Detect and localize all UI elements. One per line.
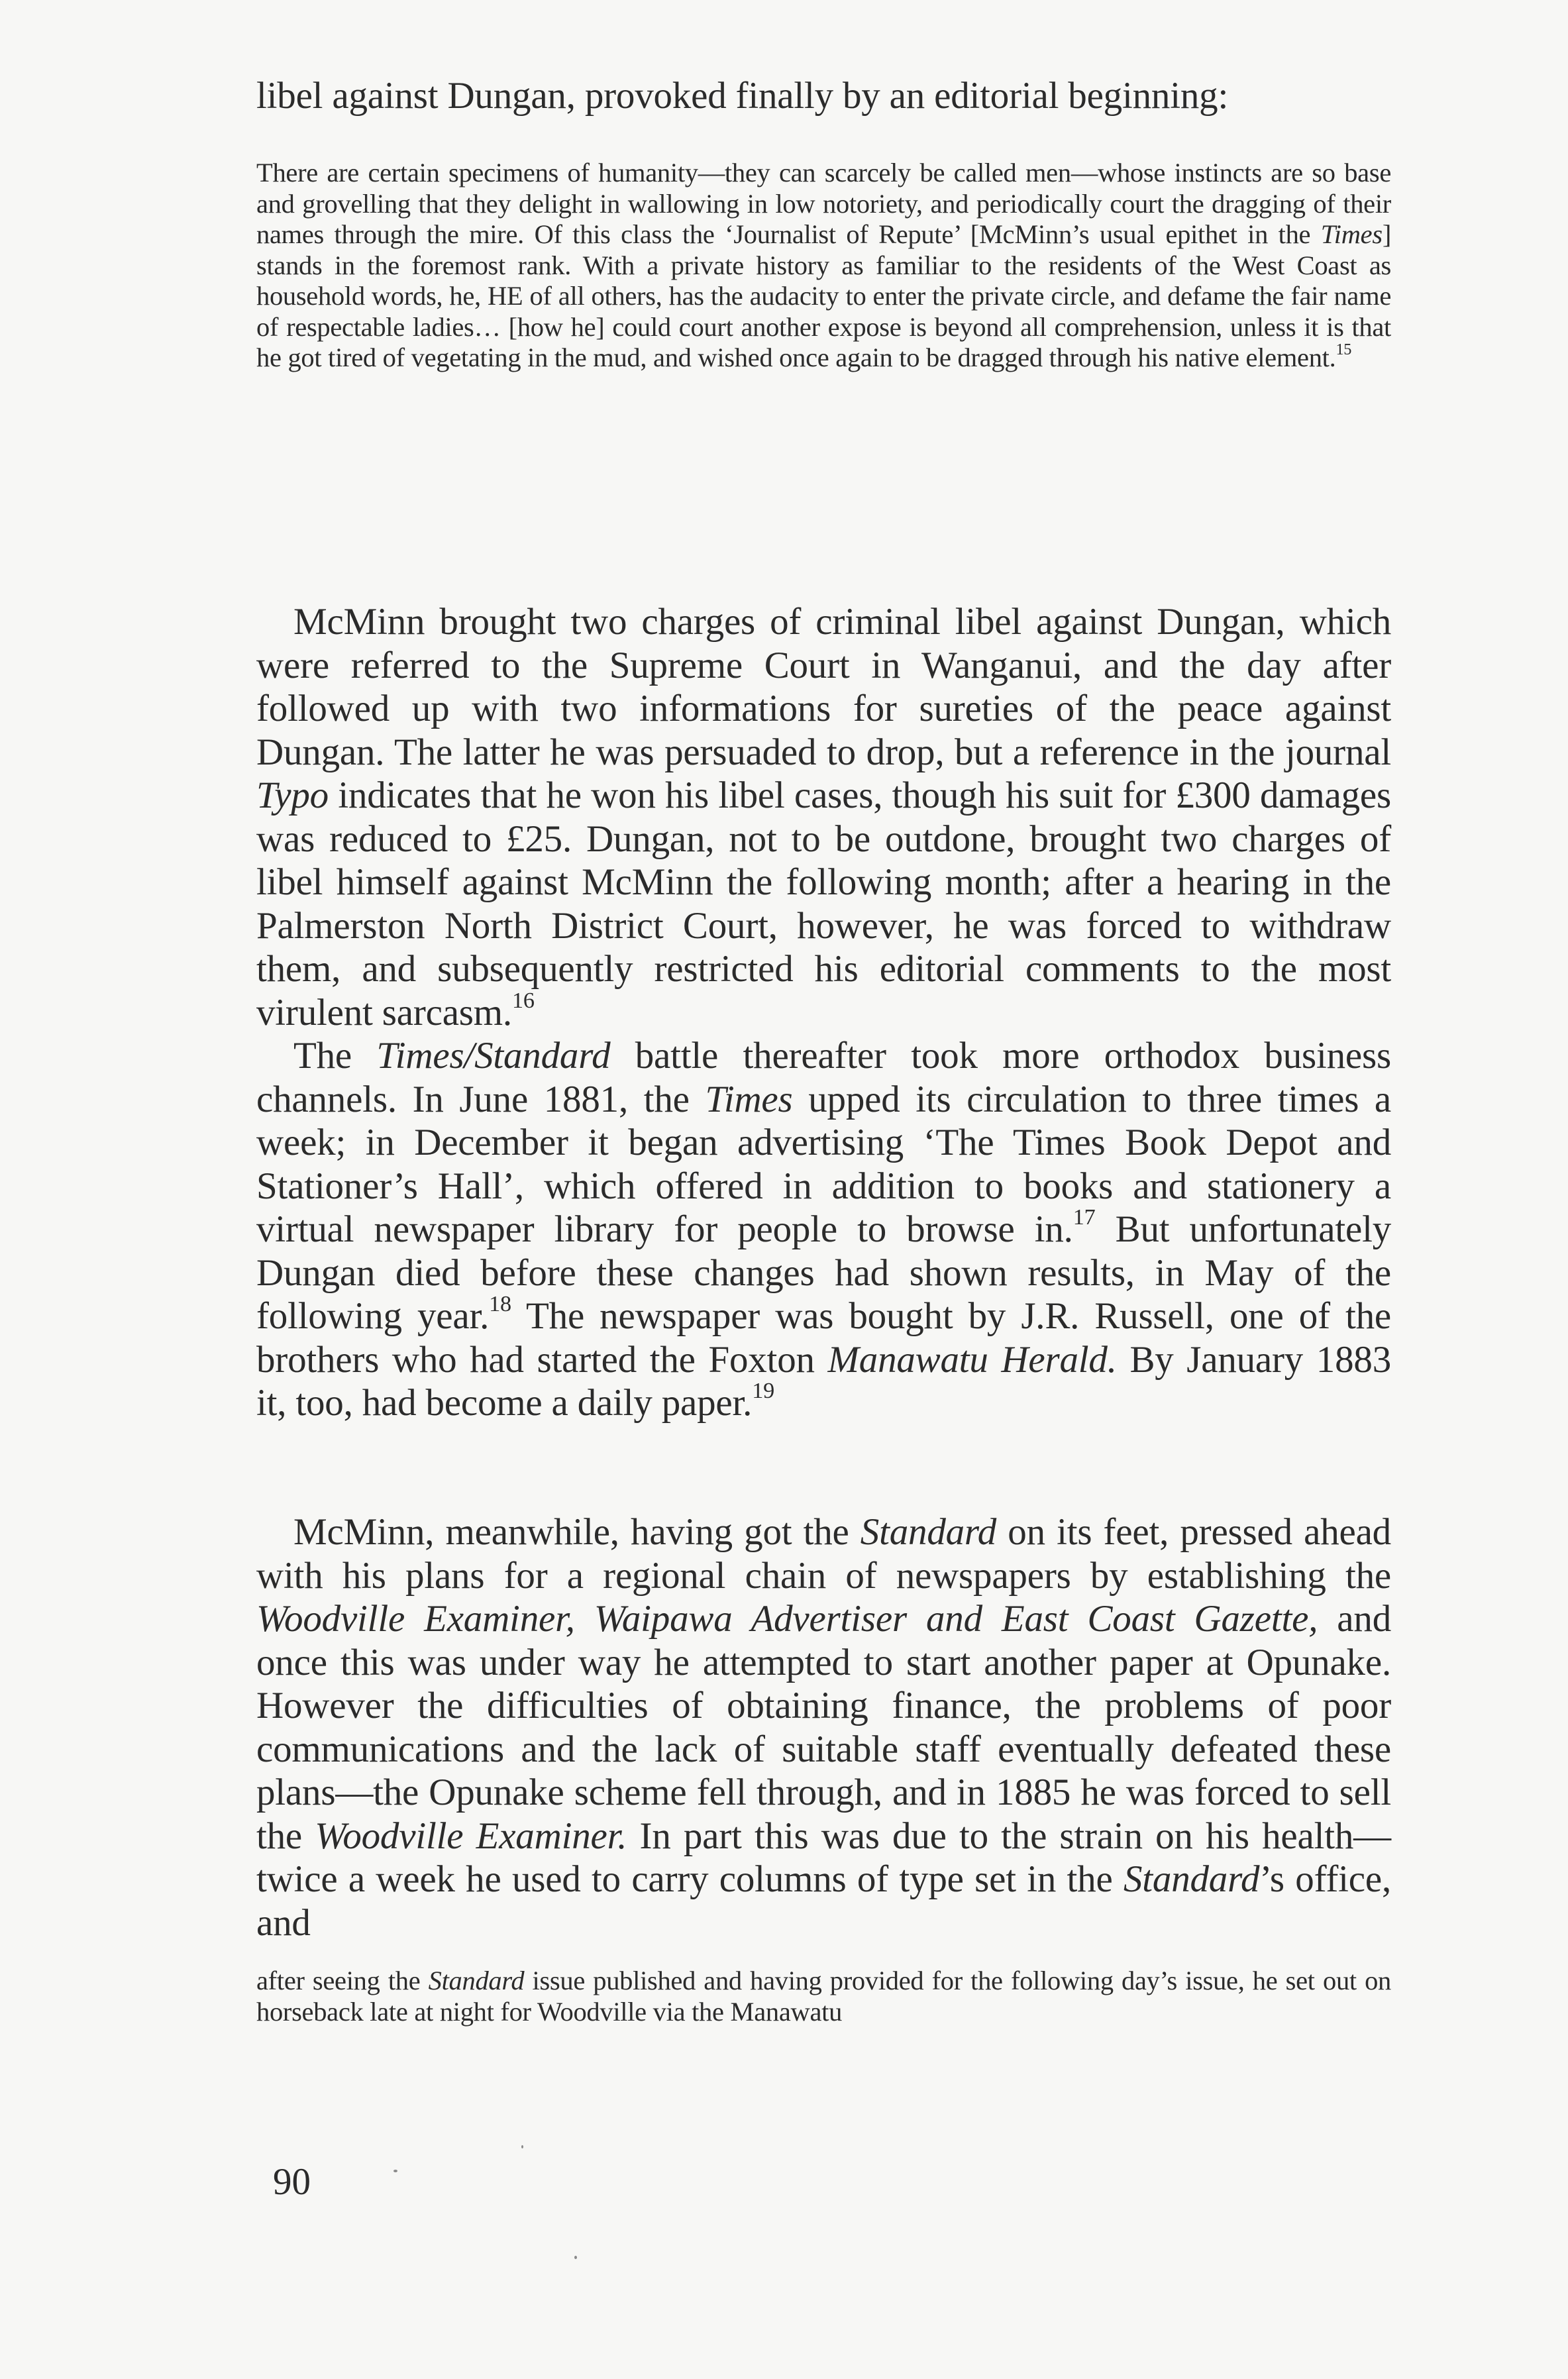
- italic-title: Times: [1320, 219, 1383, 249]
- text-run: McMinn brought two charges of criminal libel against Dungan, which were referred to the Supreme Court in Wanganui, and the day after followed up with two informations for sureties of the peace against Dungan. The latter he was persuaded to drop, but a reference in the journal: [256, 601, 1391, 773]
- italic-title: Woodville Examiner.: [315, 1815, 627, 1857]
- paragraph-2: [256, 1034, 1391, 1425]
- block-quote-1: [256, 158, 1391, 374]
- paper-speck: [574, 2256, 577, 2259]
- footnote-ref: 16: [511, 988, 535, 1013]
- paper-speck: [393, 2170, 397, 2172]
- text-run: In part this was due to the strain on his health—twice a week he used to carry columns of type set in the: [256, 1815, 1391, 1900]
- text-run: indicates that he won his libel cases, though his suit for £300 damages was reduced to £25. Dungan, not to be outdone, brought two charges of libel himself against McMinn the following month; after a hearing in the Palmerston North District Court, however, he was forced to withdraw them, and subsequently restricted his editorial comments to the most virulent sarcasm.: [256, 774, 1391, 1033]
- italic-title: Standard: [428, 1966, 525, 1995]
- italic-title: Typo: [256, 774, 329, 816]
- text-run: ] stands in the foremost rank. With a private history as familiar to the residents of the West Coast as household words, he, HE of all others, has the audacity to enter the private circle, and defame the fair name of respectable ladies… [how he] could court another expose is beyond all comprehension, unless it is that he got tired of vegetating in the mud, and wished once again to be dragged through his native element.: [256, 219, 1391, 372]
- block-quote-2: [256, 1966, 1391, 2027]
- text-run: on its feet, pressed ahead with his plans for a regional chain of newspapers by establishing the: [256, 1511, 1391, 1597]
- text-run: But unfortunately Dungan died before these changes had shown results, in May of the following year.: [256, 1208, 1392, 1337]
- block-quote-2-text: [256, 1966, 1391, 2027]
- paragraph-3-text: [256, 1510, 1391, 1944]
- italic-title: Woodville Examiner, Waipawa Advertiser and East Coast Gazette,: [256, 1598, 1318, 1640]
- text-run: ’s office, and: [256, 1858, 1392, 1944]
- italic-title: Manawatu Herald.: [827, 1338, 1117, 1381]
- text-run: upped its circulation to three times a week; in December it began advertising ‘The Times Book Depot and Stationer’s Hall’, which offered in addition to books and stationery a virtual newspaper library for people to browse in.: [256, 1078, 1392, 1250]
- text-run: after seeing the: [256, 1966, 429, 1995]
- text-run: and once this was under way he attempted to start another paper at Opunake. However the difficulties of obtaining finance, the problems of poor communications and the lack of suitable staff eventually defeated these plans—the Opunake scheme fell through, and in 1885 he was forced to sell the: [256, 1598, 1391, 1857]
- paragraph-1-text: [256, 600, 1391, 1034]
- italic-title: Times/Standard: [376, 1035, 611, 1077]
- text-run: battle thereafter took more orthodox business channels. In June 1881, the: [256, 1035, 1391, 1120]
- paper-speck: [521, 2145, 523, 2148]
- footnote-ref: 15: [1335, 340, 1352, 358]
- text-run: McMinn, meanwhile, having got the: [293, 1511, 861, 1553]
- page-number: 90: [273, 2161, 311, 2203]
- paragraph-1: [256, 600, 1391, 1034]
- footnote-ref: 19: [752, 1379, 774, 1404]
- italic-title: Standard: [860, 1511, 997, 1553]
- italic-title: Standard: [1123, 1858, 1260, 1900]
- text-run: By January 1883 it, too, had become a daily paper.: [256, 1338, 1391, 1424]
- paragraph-2-text: [256, 1034, 1391, 1425]
- text-run: The newspaper was bought by J.R. Russell, one of the brothers who had started the Foxton: [256, 1295, 1391, 1381]
- text-run: issue published and having provided for the following day’s issue, he set out on horseback late at night for Woodville via the Manawatu: [256, 1966, 1391, 2027]
- text-run: The: [293, 1035, 377, 1077]
- opening-line-block: [256, 74, 1391, 118]
- block-quote-1-text: [256, 158, 1391, 374]
- italic-title: Times: [705, 1078, 793, 1120]
- footnote-ref: 17: [1072, 1205, 1096, 1230]
- paragraph-3: [256, 1510, 1391, 1944]
- footnote-ref: 18: [489, 1292, 511, 1317]
- text-run: There are certain specimens of humanity—they can scarcely be called men—whose instincts are so base and grovelling that they delight in wallowing in low notoriety, and periodically court the dragging of their names through the mire. Of this class the ‘Journalist of Repute’ [McMinn’s usual epithet in the: [256, 158, 1391, 249]
- opening-line: libel against Dungan, provoked finally by an editorial beginning:: [256, 75, 1229, 117]
